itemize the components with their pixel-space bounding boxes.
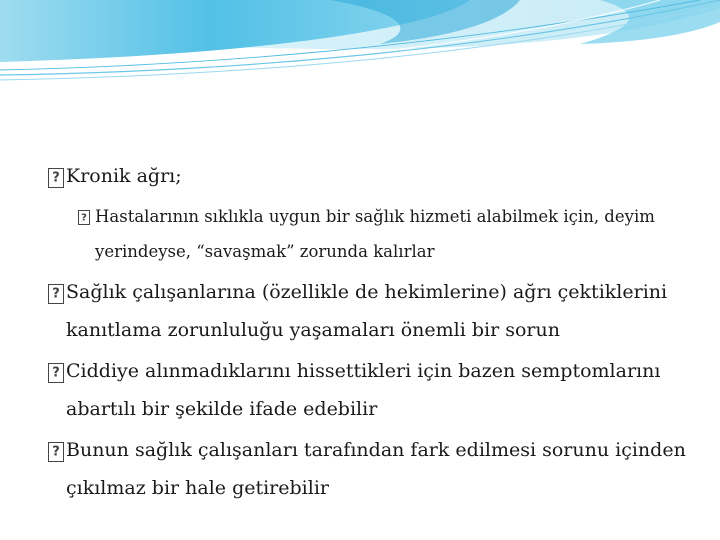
bullet-text-line-2: kanıtlama zorunluluğu yaşamaları önemli bir sorun (66, 319, 560, 341)
bullet-marker-icon (48, 442, 64, 462)
header-wave-decoration (0, 0, 720, 90)
bullet-marker-icon (48, 168, 64, 188)
bullet-text-line-2: çıkılmaz bir hale getirebilir (66, 477, 329, 499)
bullet-text-line-1: Bunun sağlık çalışanları tarafından fark edilmesi sorunu içinden (66, 439, 686, 461)
bullet-text: Kronik ağrı; (66, 165, 182, 187)
bullet-text-line-2: abartılı bir şekilde ifade edebilir (66, 398, 378, 420)
sub-bullet-text-line-1: Hastalarının sıklıkla uygun bir sağlık hizmeti alabilmek için, deyim (95, 207, 655, 226)
bullet-text-line-1: Sağlık çalışanlarına (özellikle de hekimlerine) ağrı çektiklerini (66, 281, 668, 303)
bullet-marker-icon (78, 210, 90, 225)
bullet-marker-icon (48, 363, 64, 383)
bullet-text-line-1: Ciddiye alınmadıklarını hissettikleri için bazen semptomlarını (66, 360, 661, 382)
bullet-marker-icon (48, 284, 64, 304)
sub-bullet-text-line-2: yerindeyse, “savaşmak” zorunda kalırlar (95, 242, 435, 261)
